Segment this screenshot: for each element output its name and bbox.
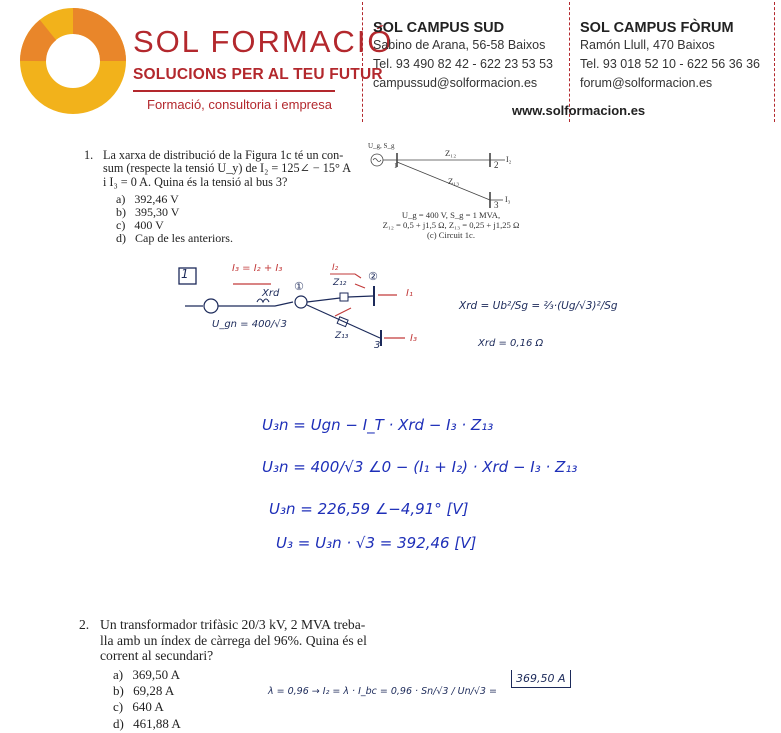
- option-text: 392,46 V: [134, 192, 179, 206]
- hw-q2-calculation: λ = 0,96 → I₂ = λ · I_bc = 0,96 · Sn/√3 / Un/√3 =: [268, 686, 497, 697]
- figure-source-label: U_g, S_g: [368, 142, 395, 150]
- brand-tagline: SOLUCIONS PER AL TEU FUTUR: [133, 66, 383, 83]
- question1-options: [116, 193, 233, 245]
- hw-i2-red: I₂: [332, 263, 339, 273]
- question2-line: lla amb un índex de càrrega del 96%. Quina és el: [100, 632, 367, 648]
- hw-bus3: 3: [374, 340, 381, 351]
- question2-options: [113, 667, 181, 732]
- option-label: c): [116, 218, 126, 232]
- figure-node-1: 1: [394, 162, 398, 170]
- question1-number: 1.: [84, 148, 94, 162]
- campus-sud-title: SOL CAMPUS SUD: [373, 20, 505, 36]
- question1-text: [103, 149, 351, 189]
- hw-equation-2: U₃n = 400/√3 ∠0 − (I₁ + I₂) · Xrd − I₃ · Z₁₃: [262, 458, 578, 476]
- figure-caption-line: U_g = 400 V, S_g = 1 MVA,: [401, 210, 501, 220]
- logo-ring-icon: [18, 6, 128, 116]
- header-separator-1: [362, 2, 363, 122]
- hw-equation-4: U₃ = U₃n · √3 = 392,46 [V]: [276, 534, 477, 552]
- hw-xrd-value: Xrd = 0,16 Ω: [478, 338, 544, 349]
- figure-caption-line: (c) Circuit 1c.: [427, 230, 475, 240]
- option-text: 640 A: [132, 699, 164, 715]
- hw-equation-3: U₃n = 226,59 ∠−4,91° [V]: [269, 500, 469, 518]
- option-label: d): [113, 715, 124, 731]
- figure-i3: I₃: [505, 195, 511, 204]
- hw-z12: Z₁₂: [333, 278, 347, 288]
- hw-i3-equation: I₃ = I₂ + I₃: [232, 263, 283, 274]
- option-text: 395,30 V: [135, 205, 180, 219]
- campus-forum-block: [580, 20, 760, 93]
- hw-z13: Z₁₃: [335, 331, 349, 341]
- option-label: a): [113, 667, 124, 682]
- option-text: 369,50 A: [132, 667, 181, 682]
- hw-i3-red: I₃: [410, 333, 417, 344]
- option-c: [113, 699, 181, 715]
- question1-line: i I₃ = 0 A. Quina és la tensió al bus 3?: [103, 174, 288, 189]
- website-link[interactable]: www.solformacion.es: [512, 103, 646, 118]
- question2-number: 2.: [79, 617, 90, 632]
- option-label: a): [116, 192, 126, 206]
- hw-xrd-equation: Xrd = Ub²/Sg = ⅔·(Ug/√3)²/Sg: [459, 300, 618, 312]
- brand-subtitle: Formació, consultoria i empresa: [147, 97, 332, 112]
- option-text: 69,28 A: [133, 683, 175, 699]
- figure-z13: Z₁₃: [448, 176, 460, 186]
- campus-forum-email[interactable]: forum@solformacion.es: [580, 76, 713, 90]
- hw-xrd-label: Xrd: [262, 288, 280, 299]
- figure-z12: Z₁₂: [445, 148, 457, 158]
- campus-forum-phone: Tel. 93 018 52 10 - 622 56 36 36: [580, 57, 761, 71]
- option-label: b): [116, 205, 126, 219]
- option-label: b): [113, 683, 124, 699]
- campus-sud-address: Sabino de Arana, 56-58 Baixos: [373, 38, 546, 52]
- handwritten-circuit-sketch: [175, 262, 445, 352]
- hw-q2-result: 369,50 A: [511, 670, 571, 688]
- figure-bus3: 3: [494, 200, 499, 210]
- question1-line: La xarxa de distribució de la Figura 1c té un con-: [103, 148, 344, 162]
- figure-i2: I₂: [506, 155, 512, 164]
- campus-forum-address: Ramón Llull, 470 Baixos: [580, 38, 715, 52]
- campus-sud-phone: Tel. 93 490 82 42 - 622 23 53 53: [373, 57, 554, 71]
- header-separator-3: [774, 2, 775, 122]
- option-text: 461,88 A: [133, 715, 181, 731]
- question1-line: sum (respecte la tensió U_y) de I₂ = 125∠ − 15° A: [103, 161, 352, 176]
- figure-caption-line: Z₁₂ = 0,5 + j1,5 Ω, Z₁₃ = 0,25 + j1,25 Ω: [382, 220, 520, 230]
- option-label: d): [116, 231, 126, 245]
- option-label: c): [113, 699, 124, 715]
- question2-text: [100, 617, 367, 664]
- brand-name: SOL FORMACIÓ: [133, 24, 394, 59]
- hw-node-1: ①: [294, 280, 304, 293]
- hw-equation-1: U₃n = Ugn − I_T · Xrd − I₃ · Z₁₃: [262, 416, 494, 434]
- campus-forum-title: SOL CAMPUS FÒRUM: [580, 20, 734, 36]
- option-b: [113, 683, 181, 699]
- option-text: 400 V: [134, 218, 164, 232]
- figure-bus2: 2: [494, 160, 499, 170]
- option-d: [113, 716, 181, 732]
- campus-sud-email[interactable]: campussud@solformacion.es: [373, 76, 538, 90]
- campus-sud-block: [373, 20, 553, 93]
- brand-divider: [133, 90, 335, 92]
- question2-line: corrent al secundari?: [100, 648, 214, 663]
- option-a: [113, 667, 181, 683]
- hw-i1-red: I₁: [406, 288, 413, 299]
- option-text: Cap de les anteriors.: [135, 231, 233, 245]
- figure-caption: [368, 210, 534, 240]
- option-d: [116, 232, 233, 245]
- hw-node-2: ②: [368, 270, 378, 283]
- question2-line: Un transformador trifàsic 20/3 kV, 2 MVA treba-: [100, 617, 366, 632]
- hw-box-number: 1: [181, 267, 189, 281]
- hw-ug-equation: U_gn = 400/√3: [212, 319, 287, 330]
